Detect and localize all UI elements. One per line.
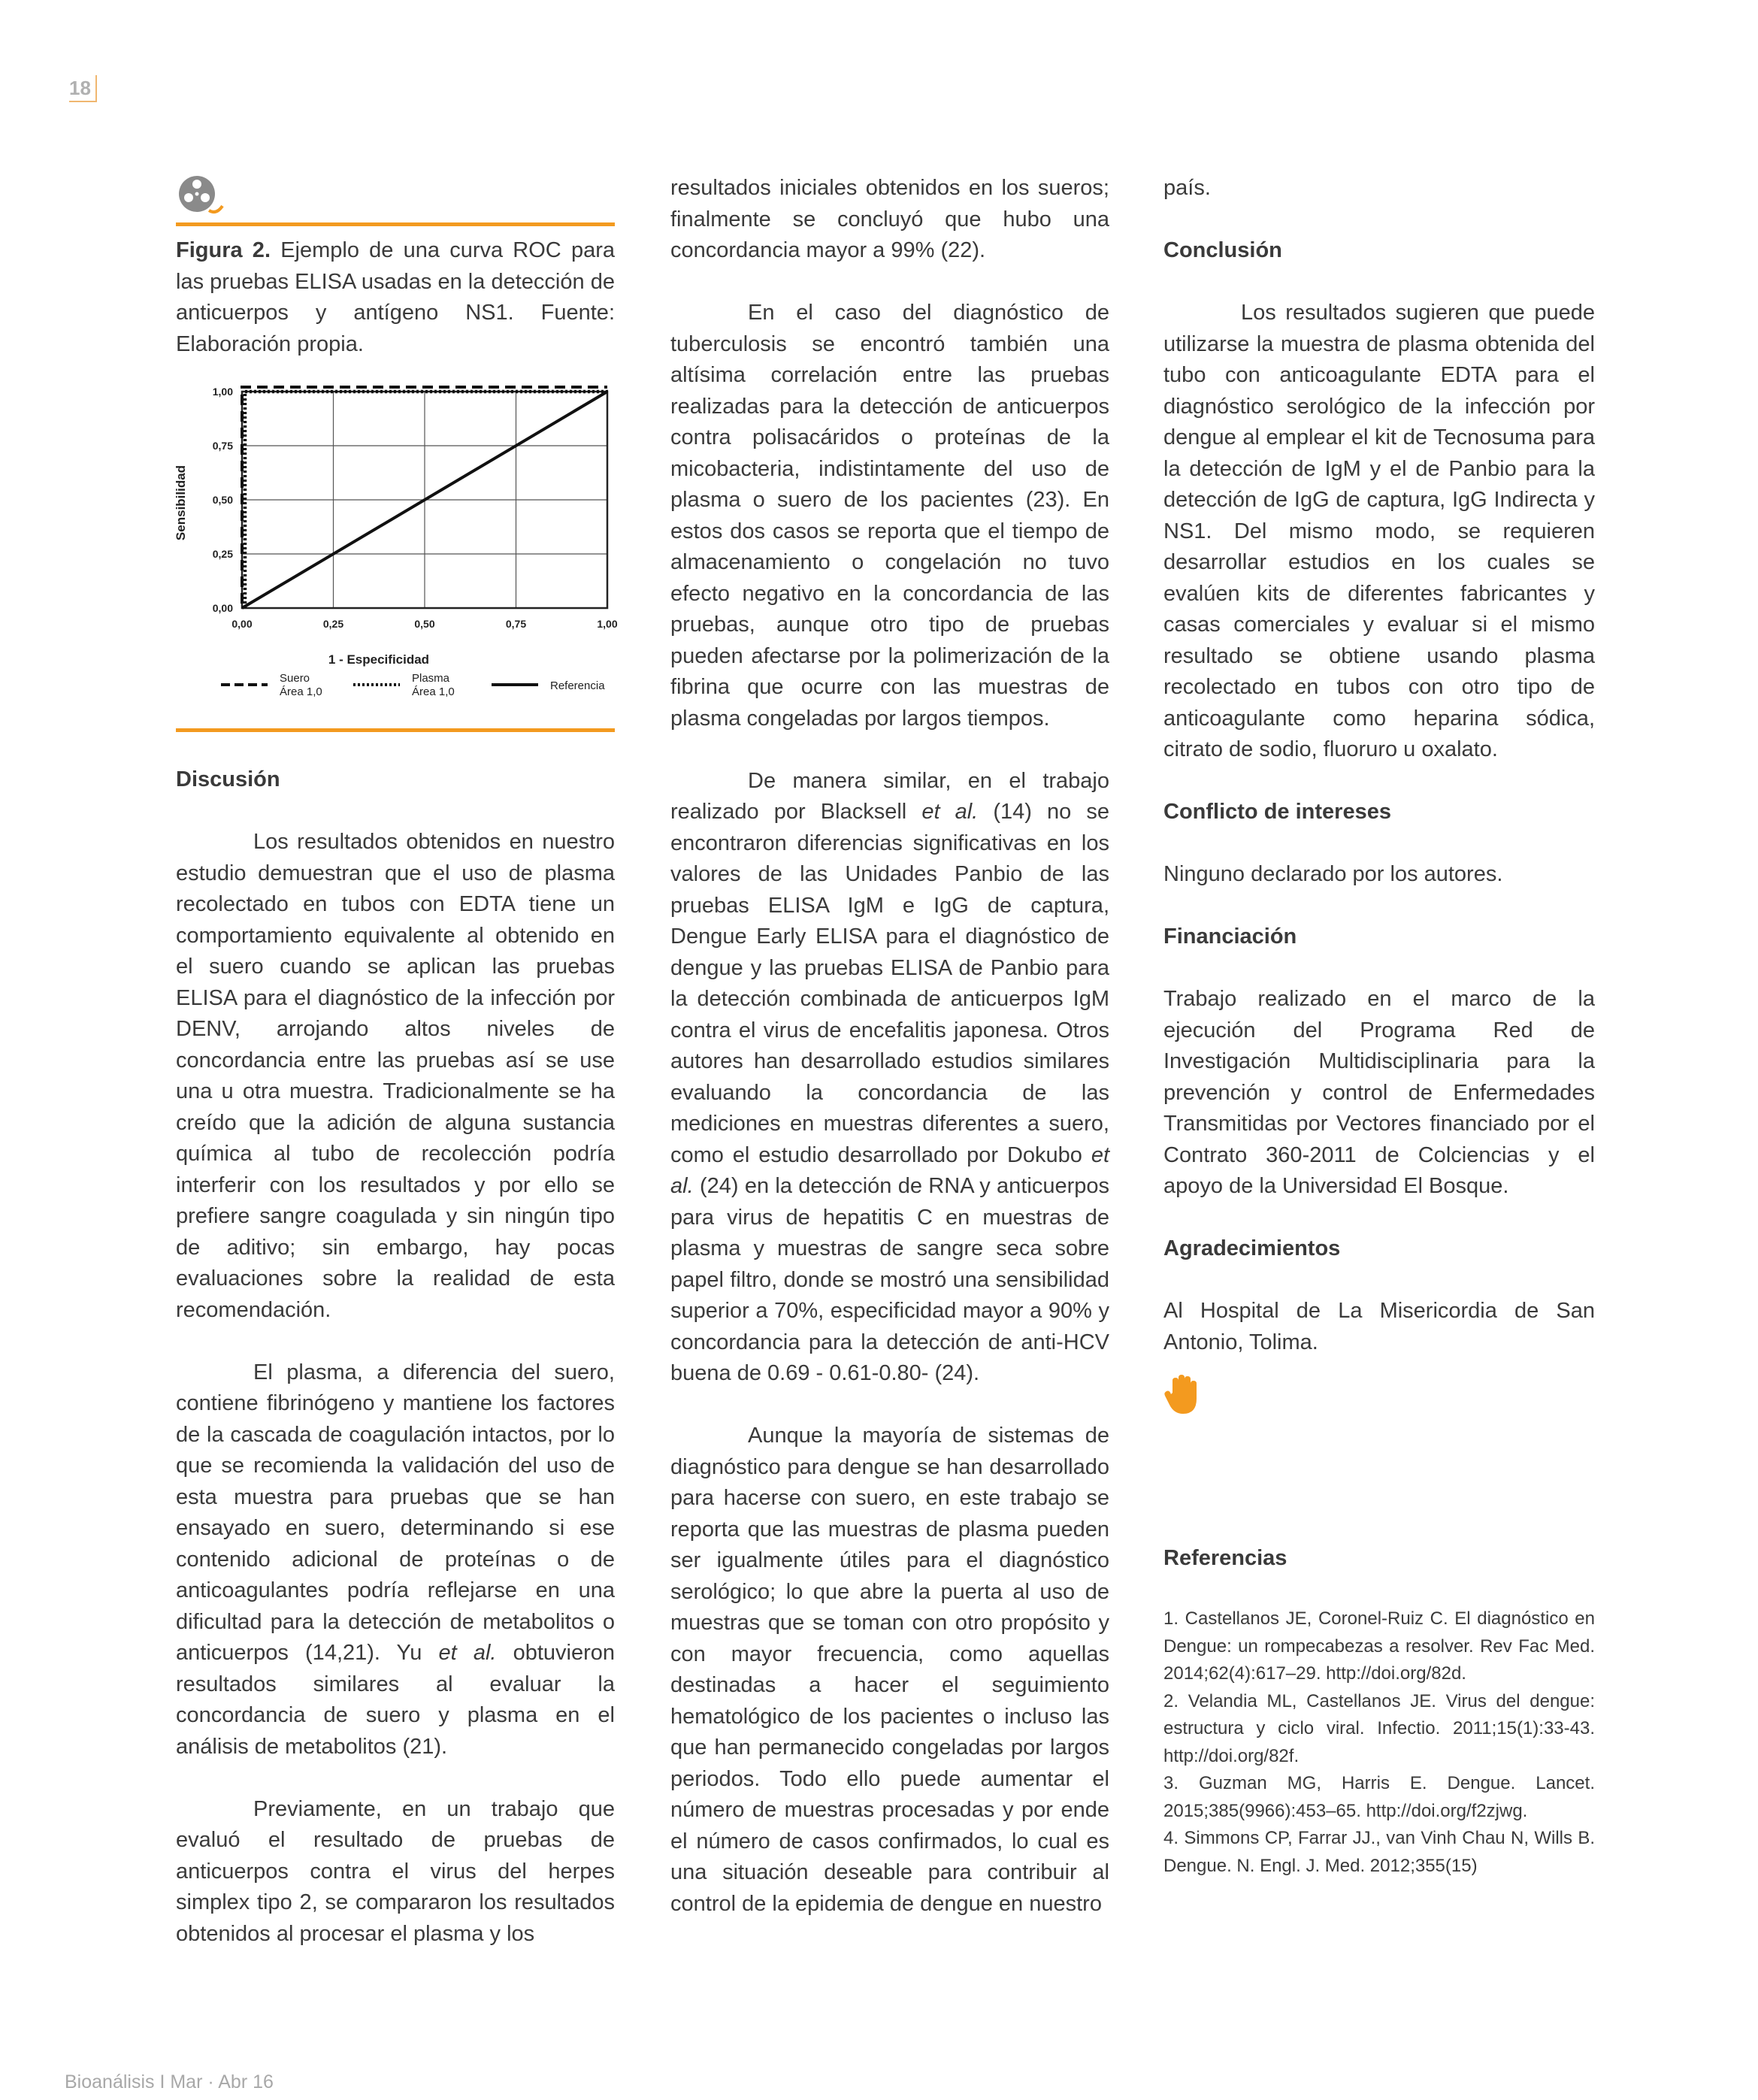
- y-tick-label: 0,75: [212, 440, 233, 452]
- x-tick-label: 0,50: [414, 618, 435, 630]
- legend-label: Referencia: [550, 679, 605, 692]
- roc-curve-chart: [174, 383, 618, 713]
- reference-item: 1. Castellanos JE, Coronel-Ruiz C. El diagnóstico en Dengue: un rompecabezas a resolver. Rev Fac Med. 2014;62(4):617–29. http://doi.org/82d.: [1163, 1608, 1595, 1684]
- y-tick-label: 1,00: [212, 386, 233, 398]
- tuberculosis-paragraph: En el caso del diagnóstico de tuberculosis se encontró también una altísima correlación entre las pruebas realizadas para la detección de anticuerpos contra polisacáridos o proteínas de la micobacteria, indistintamente del uso de plasma o suero de los pacientes (23). En estos dos casos se reporta que el tiempo de almacenamiento o congelación no tuvo efecto negativo en la concordancia de las pruebas, aunque otro tipo de pruebas pueden afectarse por la polimerización de la fibrina que ocurre con las muestras de plasma congeladas por largos tiempos.: [670, 301, 1109, 731]
- discussion-paragraph-2: El plasma, a diferencia del suero, contiene fibrinógeno y mantiene los factores de la cascada de coagulación intactos, por lo que se recomienda la validación del uso de esta muestra para pruebas que se han ensayado en suero, determinando si ese contenido adicional de proteínas o de anticoagulantes podría reflejarse en una dificultad para la detección de metabolitos o anticuerpos (14,21). Yu et al. obtuvieron resultados similares al evaluar la concordancia de suero y plasma en el análisis de metabolitos (21).: [176, 1360, 615, 1759]
- hand-icon: [1163, 1373, 1201, 1415]
- blacksell-paragraph: De manera similar, en el trabajo realizado por Blacksell et al. (14) no se encontraron diferencias significativas en los valores de las Unidades Panbio de las pruebas ELISA IgM e IgG de captura, Dengue Early ELISA para el diagnóstico de dengue y las pruebas ELISA de Panbio para la detección combinada de anticuerpos IgM contra el virus de encefalitis japonesa. Otros autores han desarrollado estudios similares evaluando la concordancia de las mediciones en muestras diferentes a suero, como el estudio desarrollado por Dokubo et al. (24) en la detección de RNA y anticuerpos para virus de hepatitis C en muestras de plasma y muestras de sangre seca sobre papel filtro, donde se mostró una sensibilidad superior a 70%, especificidad mayor a 90% y concordancia para la detección de anti-HCV buena de 0.69 - 0.61-0.80- (24).: [670, 768, 1110, 1385]
- x-axis-label: 1 - Especificidad: [328, 652, 430, 667]
- conclusion-heading: Conclusión: [1163, 238, 1282, 262]
- discussion-paragraph-3: Previamente, en un trabajo que evaluó el resultado de pruebas de anticuerpos contra el virus del herpes simplex tipo 2, se compararon los resultados obtenidos al procesar el plasma y los: [176, 1796, 615, 1946]
- reference-item: 2. Velandia ML, Castellanos JE. Virus del dengue: estructura y ciclo viral. Infectio. 2011;15(1):33-43. http://doi.org/82f.: [1163, 1690, 1595, 1766]
- discussion-heading: Discusión: [176, 767, 280, 791]
- discussion-paragraph-1: Los resultados obtenidos en nuestro estudio demuestran que el uso de plasma recolectado en tubos con EDTA tiene un comportamiento equivalente al obtenido en el suero cuando se aplican las pruebas ELISA para el diagnóstico de la infección por DENV, arrojando altos niveles de concordancia entre las pruebas así se use una u otra muestra. Tradicionalmente se ha creído que la adición de alguna sustancia química al tubo de recolección podría interferir con los resultados y por ello se prefiere sangre coagulada y sin ningún tipo de aditivo; sin embargo, hay pocas evaluaciones sobre la realidad de esta recomendación.: [176, 830, 615, 1322]
- references-list: [1163, 1605, 1595, 1880]
- funding-paragraph: Trabajo realizado en el marco de la ejecución del Programa Red de Investigación Multidisciplinaria para la prevención y control de Enfermedades Transmitidas por Vectores financiado por el Contrato 360-2011 de Colciencias y el apoyo de la Universidad El Bosque.: [1163, 987, 1595, 1198]
- acknowledgements-heading: Agradecimientos: [1163, 1236, 1341, 1260]
- column-1: [174, 173, 618, 1950]
- film-reel-icon: [176, 173, 225, 215]
- column-3: [1163, 173, 1595, 1880]
- column-2: [670, 173, 1109, 1920]
- references-heading: Referencias: [1163, 1546, 1287, 1570]
- legend-label: Área 1,0: [280, 685, 322, 698]
- reference-item: 4. Simmons CP, Farrar JJ., van Vinh Chau N, Wills B. Dengue. N. Engl. J. Med. 2012;355(15): [1163, 1828, 1595, 1876]
- x-tick-label: 0,00: [231, 618, 253, 630]
- figure-caption-text: Ejemplo de una curva ROC para las pruebas ELISA usadas en la detección de anticuerpos y antígeno NS1. Fuente: Elaboración propia.: [176, 238, 615, 356]
- legend-label: Plasma: [412, 672, 450, 685]
- conflict-paragraph: Ninguno declarado por los autores.: [1163, 862, 1503, 886]
- conflict-heading: Conflicto de intereses: [1163, 800, 1391, 824]
- paragraph-continuation-pais: país.: [1163, 176, 1211, 200]
- x-tick-label: 0,75: [505, 618, 527, 630]
- x-tick-label: 1,00: [597, 618, 618, 630]
- y-axis-label: Sensibilidad: [174, 464, 188, 541]
- funding-heading: Financiación: [1163, 924, 1297, 949]
- legend-label: Área 1,0: [412, 685, 455, 698]
- paragraph-continuation: resultados iniciales obtenidos en los sueros; finalmente se concluyó que hubo una concordancia mayor a 99% (22).: [670, 176, 1109, 262]
- legend-label: Suero: [280, 672, 310, 685]
- y-tick-label: 0,00: [212, 602, 233, 614]
- reference-item: 3. Guzman MG, Harris E. Dengue. Lancet. 2015;385(9966):453–65. http://doi.org/f2zjwg.: [1163, 1773, 1595, 1821]
- figure-caption: [176, 235, 615, 360]
- figure-bottom-rule: [176, 728, 615, 732]
- page-number: 18: [69, 75, 97, 102]
- footer-journal-issue: Bioanálisis I Mar · Abr 16: [65, 2071, 274, 2092]
- conclusion-paragraph: Los resultados sugieren que puede utilizarse la muestra de plasma obtenida del tubo con anticoagulante EDTA para el diagnóstico serológico de la infección por dengue al emplear el kit de Tecnosuma para la detección de IgM y el de Panbio para la detección de IgG de captura, IgG Indirecta y NS1. Del mismo modo, se requieren desarrollar estudios en los cuales se evalúen kits de diferentes fabricantes y casas comerciales y evaluar si el mismo resultado se obtiene usando plasma recolectado en tubos con otro tipo de anticoagulante como heparina sódica, citrato de sodio, fluoruro u oxalato.: [1163, 301, 1595, 761]
- dengue-systems-paragraph: Aunque la mayoría de sistemas de diagnóstico para dengue se han desarrollado para hacerse con suero, en este trabajo se reporta que las muestras de plasma pueden ser igualmente útiles para el diagnóstico serológico; lo que abre la puerta al uso de muestras que se toman con otro propósito y con mayor frecuencia, como aquellas destinadas a hacer el seguimiento hematológico de los pacientes o incluso las que han permanecido congeladas por largos periodos. Todo ello puede aumentar el número de muestras procesadas y por ende el número de casos confirmados, lo cual es una situación deseable para contribuir al control de la epidemia de dengue en nuestro: [670, 1424, 1109, 1916]
- y-tick-label: 0,50: [212, 494, 233, 506]
- figure-caption-label: Figura 2.: [176, 238, 271, 262]
- figure-top-rule: [176, 222, 615, 226]
- y-tick-label: 0,25: [212, 548, 233, 560]
- acknowledgements-paragraph: Al Hospital de La Misericordia de San Antonio, Tolima.: [1163, 1299, 1595, 1354]
- x-tick-label: 0,25: [322, 618, 344, 630]
